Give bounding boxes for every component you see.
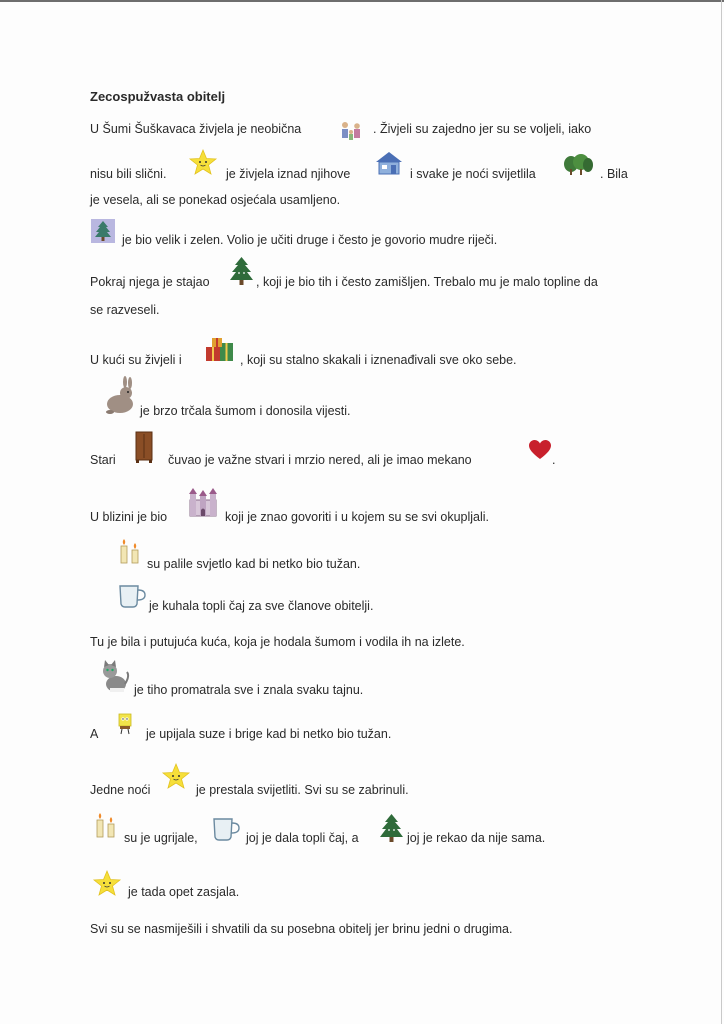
story-text: , koji je bio tih i često zamišljen. Trebalo mu je malo topline da bbox=[256, 275, 598, 289]
teacup-icon bbox=[117, 580, 147, 610]
story-text: je upijala suze i brige kad bi netko bio tužan. bbox=[146, 727, 392, 741]
wardrobe-icon bbox=[134, 431, 154, 463]
star-icon bbox=[161, 762, 191, 790]
story-text: čuvao je važne stvari i mrzio nered, ali je imao mekano bbox=[168, 453, 472, 467]
story-text: koji je znao govoriti i u kojem su se svi okupljali. bbox=[225, 510, 490, 524]
star-icon bbox=[188, 148, 218, 176]
story-text: A bbox=[90, 727, 99, 741]
heart-icon bbox=[528, 439, 552, 461]
story-text: Svi su se nasmiješili i shvatili da su posebna obitelj jer brinu jedni o drugima. bbox=[90, 922, 513, 936]
small-tree-icon bbox=[379, 813, 405, 843]
story-text: i svake je noći svijetlila bbox=[410, 167, 536, 181]
gifts-icon bbox=[204, 335, 236, 365]
story-text: nisu bili slični. bbox=[90, 167, 167, 181]
story-text: je bio velik i zelen. Volio je učiti druge i često je govorio mudre riječi. bbox=[122, 233, 498, 247]
story-text: U blizini je bio bbox=[90, 510, 168, 524]
small-tree-icon bbox=[229, 256, 255, 286]
story-text: je živjela iznad njihove bbox=[226, 167, 351, 181]
star-icon bbox=[92, 869, 122, 897]
story-text: U kući su živjeli i bbox=[90, 353, 182, 367]
story-text: Tu je bila i putujuća kuća, koja je hodala šumom i vodila ih na izlete. bbox=[90, 635, 465, 649]
page-top-edge bbox=[0, 0, 724, 2]
house-icon bbox=[374, 150, 404, 176]
document-title: Zecospužvasta obitelj bbox=[90, 89, 226, 104]
cat-icon bbox=[99, 660, 131, 694]
candles-icon bbox=[94, 811, 118, 839]
forest-icon bbox=[563, 154, 593, 176]
family-icon bbox=[337, 119, 367, 143]
story-text: se razveseli. bbox=[90, 303, 160, 317]
story-text: joj je rekao da nije sama. bbox=[407, 831, 546, 845]
story-text: je tada opet zasjala. bbox=[128, 885, 240, 899]
story-text: , koji su stalno skakali i iznenađivali sve oko sebe. bbox=[240, 353, 517, 367]
story-text: Jedne noći bbox=[90, 783, 151, 797]
story-text: joj je dala topli čaj, a bbox=[246, 831, 359, 845]
story-text: je brzo trčala šumom i donosila vijesti. bbox=[140, 404, 351, 418]
story-text: Pokraj njega je stajao bbox=[90, 275, 210, 289]
story-text: su palile svjetlo kad bi netko bio tužan. bbox=[147, 557, 361, 571]
sponge-icon bbox=[113, 712, 137, 736]
castle-icon bbox=[187, 486, 219, 518]
candles-icon bbox=[118, 537, 142, 565]
story-text: . Bila bbox=[600, 167, 628, 181]
story-text: . bbox=[552, 453, 556, 467]
page-right-edge bbox=[721, 0, 722, 1024]
story-text: . Živjeli su zajedno jer su se voljeli, iako bbox=[373, 122, 592, 136]
big-tree-icon bbox=[91, 219, 115, 243]
story-text: U Šumi Šuškavaca živjela je neobična bbox=[90, 122, 302, 136]
story-text: je vesela, ali se ponekad osjećala usamljeno. bbox=[90, 193, 341, 207]
story-text: je tiho promatrala sve i znala svaku tajnu. bbox=[134, 683, 364, 697]
story-text: Stari bbox=[90, 453, 116, 467]
story-text: je prestala svijetliti. Svi su se zabrinuli. bbox=[196, 783, 409, 797]
story-text: je kuhala topli čaj za sve članove obitelji. bbox=[149, 599, 374, 613]
teacup-icon bbox=[211, 813, 241, 843]
story-text: su je ugrijale, bbox=[124, 831, 198, 845]
rabbit-icon bbox=[102, 376, 136, 416]
